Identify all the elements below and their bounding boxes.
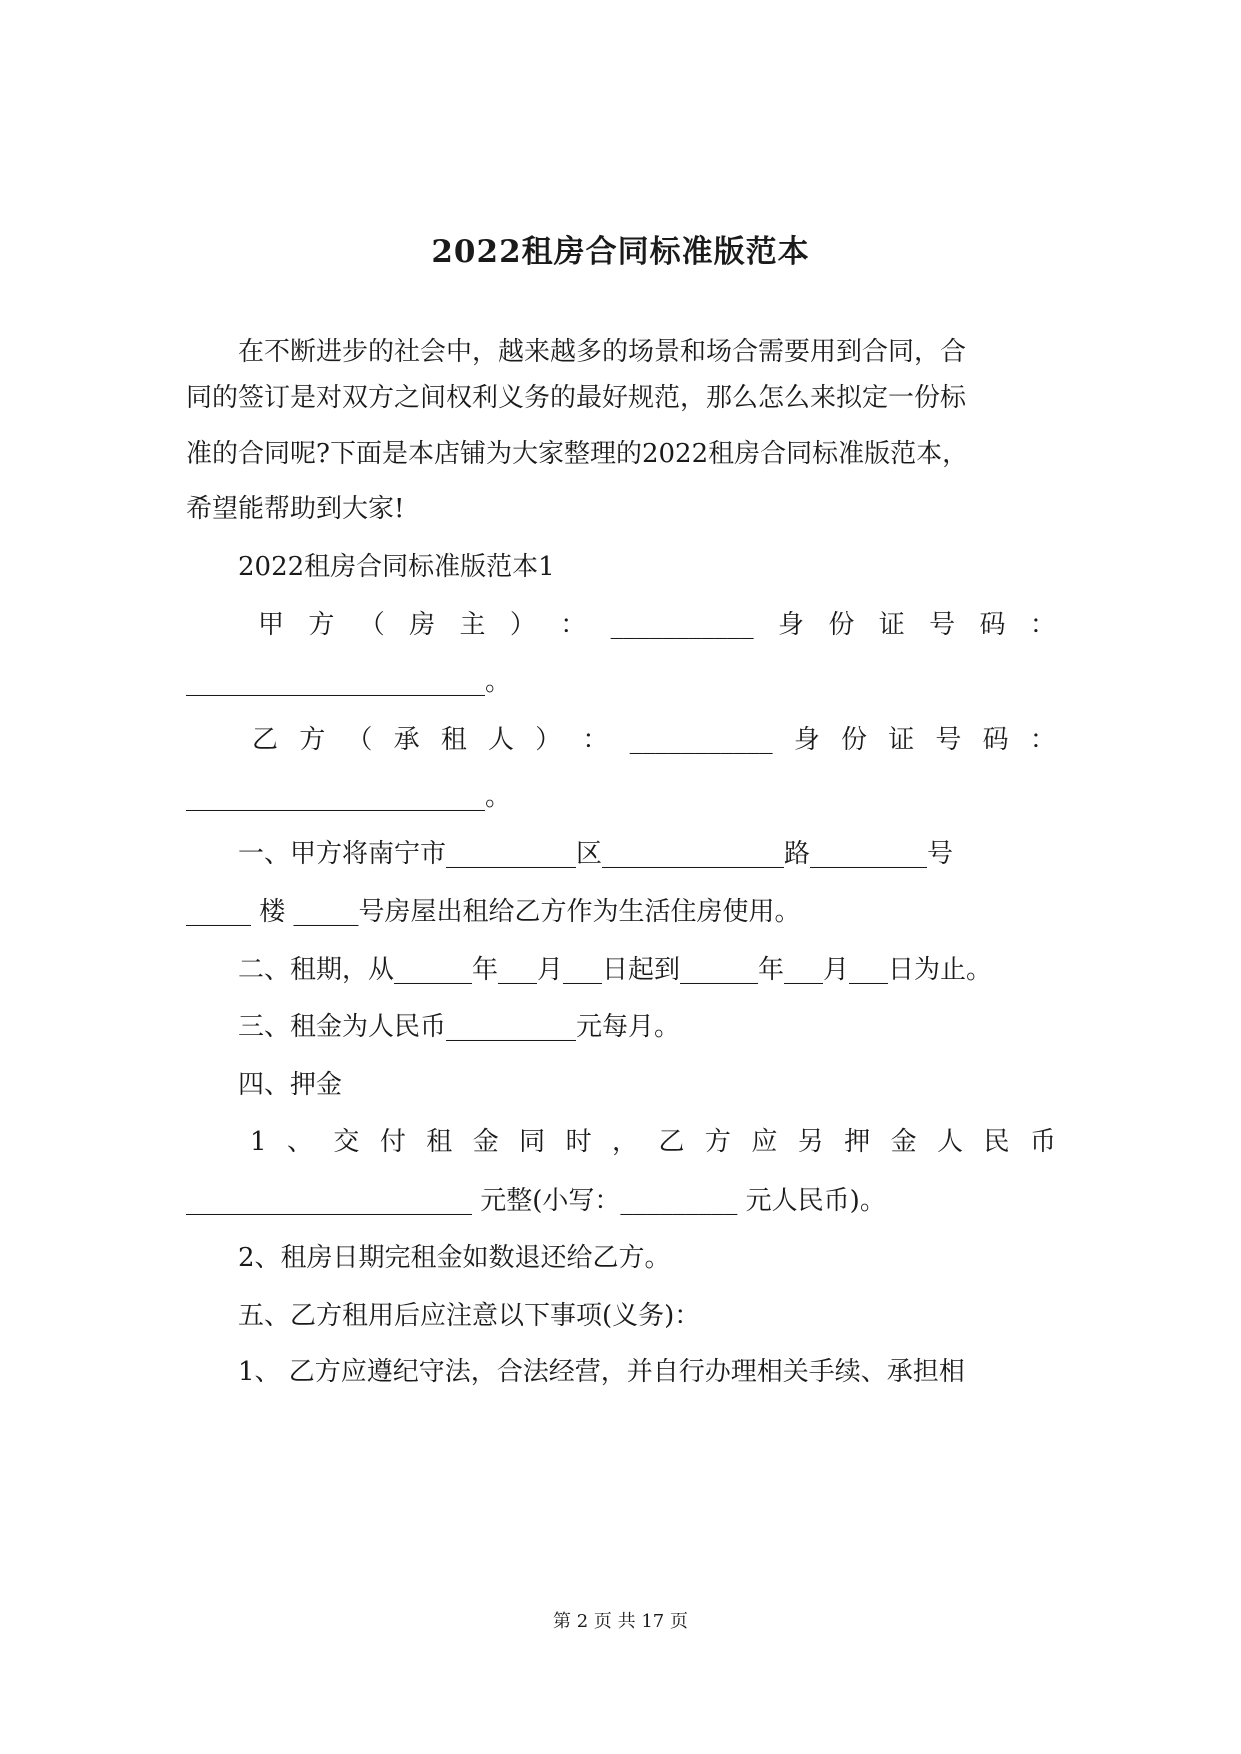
party-a-segment: ___________: [610, 610, 754, 640]
deposit-segment: 金: [890, 1127, 917, 1157]
deposit-segment: 乙: [658, 1127, 685, 1157]
party-b-id-blank: _______________________。: [186, 782, 512, 812]
party-b-segment: 证: [888, 725, 915, 755]
intro-text-1: 在不断进步的社会中，越来越多的场景和场合需要用到合同，合: [238, 337, 967, 367]
party-a-segment: 身: [777, 610, 804, 640]
party-a-segment: 主: [459, 610, 486, 640]
clause-2: 二、租期，从______年___月___日起到______年___月___日为止。: [238, 955, 993, 985]
party-a-segment: 号: [929, 610, 956, 640]
party-a-segment: ）: [509, 610, 536, 640]
party-b-segment: 号: [935, 725, 962, 755]
deposit-segment: 押: [844, 1127, 871, 1157]
deposit-segment: 1: [250, 1127, 267, 1157]
clause-5-heading: 五、乙方租用后应注意以下事项(义务)：: [238, 1301, 701, 1331]
clause-3: 三、租金为人民币__________元每月。: [238, 1012, 681, 1042]
page-footer: 第 2 页 共 17 页: [553, 1611, 688, 1632]
deposit-segment: 同: [519, 1127, 546, 1157]
party-b-segment: 人: [488, 725, 515, 755]
clause-4-item-2: 2、租房日期完租金如数退还给乙方。: [238, 1243, 671, 1273]
party-a-line: [258, 605, 1056, 645]
clause-4-heading: 四、押金: [238, 1070, 343, 1100]
section-subtitle: 2022租房合同标准版范本1: [238, 552, 555, 582]
clause-1-line-2: _____ 楼 _____号房屋出租给乙方作为生活住房使用。: [186, 897, 801, 927]
party-b-segment: ：: [582, 725, 609, 755]
party-b-segment: 乙: [252, 725, 279, 755]
deposit-segment: 时: [565, 1127, 592, 1157]
intro-line-1: [186, 332, 1056, 372]
deposit-segment: 另: [797, 1127, 824, 1157]
party-b-line: [252, 720, 1056, 760]
clause-4-item-1-line-1: [250, 1122, 1056, 1162]
party-a-segment: （: [358, 610, 385, 640]
party-b-segment: ___________: [629, 725, 773, 755]
party-b-segment: ：: [1029, 725, 1056, 755]
deposit-segment: 租: [426, 1127, 453, 1157]
party-b-segment: 份: [841, 725, 868, 755]
party-a-segment: ：: [560, 610, 587, 640]
party-a-segment: 份: [828, 610, 855, 640]
deposit-segment: 付: [379, 1127, 406, 1157]
clause-5-item-1: 1、 乙方应遵纪守法，合法经营，并自行办理相关手续、承担相: [238, 1357, 965, 1387]
deposit-segment: 人: [937, 1127, 964, 1157]
deposit-segment: 金: [472, 1127, 499, 1157]
deposit-segment: 应: [751, 1127, 778, 1157]
party-a-segment: ：: [1029, 610, 1056, 640]
intro-line-2: 同的签订是对双方之间权利义务的最好规范，那么怎么来拟定一份标: [186, 383, 967, 413]
clause-1-line-1: 一、甲方将南宁市__________区______________路_________号: [238, 839, 954, 869]
deposit-segment: 币: [1029, 1127, 1056, 1157]
party-b-segment: 码: [982, 725, 1009, 755]
party-a-segment: 房: [409, 610, 436, 640]
clause-4-item-1-line-2: ______________________ 元整(小写：_________ 元人民币)。: [186, 1186, 886, 1216]
party-b-segment: （: [346, 725, 373, 755]
intro-line-3: 准的合同呢?下面是本店铺为大家整理的2022租房合同标准版范本，: [186, 439, 969, 469]
party-a-segment: 码: [979, 610, 1006, 640]
party-b-segment: 承: [393, 725, 420, 755]
party-a-id-blank: _______________________。: [186, 667, 512, 697]
intro-line-4: 希望能帮助到大家!: [186, 494, 405, 524]
deposit-segment: 交: [333, 1127, 360, 1157]
party-a-segment: 证: [878, 610, 905, 640]
party-b-segment: 方: [299, 725, 326, 755]
party-b-segment: ）: [535, 725, 562, 755]
party-a-segment: 甲: [258, 610, 285, 640]
document-title: 2022租房合同标准版范本: [431, 234, 810, 270]
deposit-segment: 民: [983, 1127, 1010, 1157]
party-b-segment: 身: [793, 725, 820, 755]
deposit-segment: ，: [612, 1127, 639, 1157]
deposit-segment: 方: [704, 1127, 731, 1157]
party-a-segment: 方: [308, 610, 335, 640]
party-b-segment: 租: [440, 725, 467, 755]
deposit-segment: 、: [286, 1127, 313, 1157]
